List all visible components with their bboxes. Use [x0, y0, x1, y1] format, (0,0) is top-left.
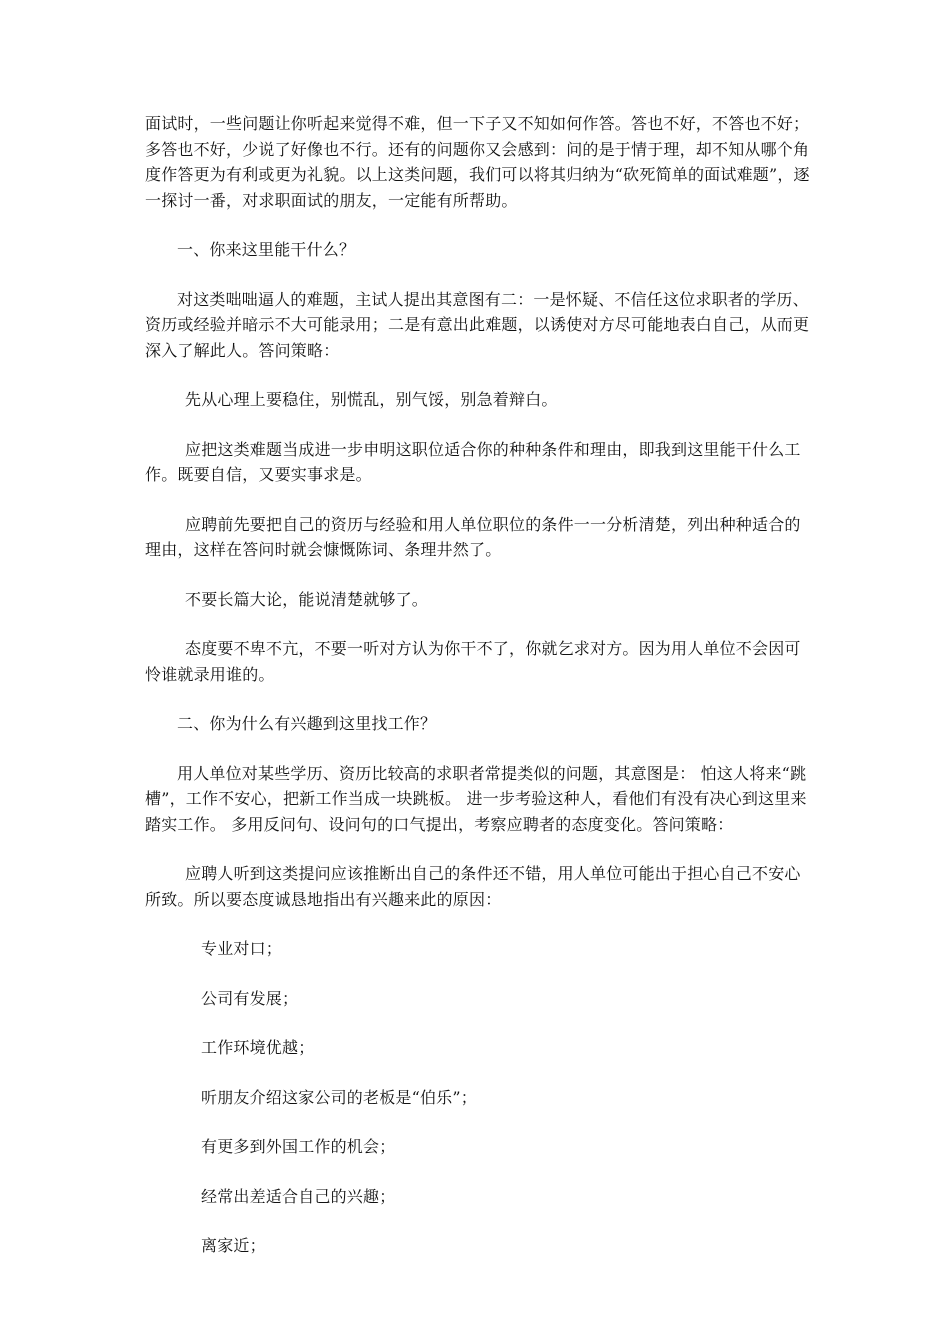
list-item: 经常出差适合自己的兴趣；: [201, 1186, 396, 1206]
section1-paragraph-3: 应把这类难题当成进一步申明这职位适合你的种种条件和理由，即我到这里能干什么工作。既要自信，又要实事求是。: [145, 439, 801, 484]
section1-paragraph-2: 先从心理上要稳住，别慌乱，别气馁，别急着辩白。: [185, 390, 558, 409]
section1-paragraph-1: 对这类咄咄逼人的难题，主试人提出其意图有二：一是怀疑、不信任这位求职者的学历、资历或经验并暗示不大可能录用；二是有意出此难题，以诱使对方尽可能地表白自己，从而更深入了解此人。答问策略：: [145, 289, 810, 360]
section1-paragraph-4: 应聘前先要把自己的资历与经验和用人单位职位的条件一一分析清楚，列出种种适合的理由，这样在答问时就会慷慨陈词、条理井然了。: [145, 514, 801, 559]
intro-paragraph: 面试时，一些问题让你听起来觉得不难，但一下子又不知如何作答。答也不好，不答也不好；多答也不好，少说了好像也不行。还有的问题你又会感到：问的是于情于理，却不知从哪个角度作答更为有利或更为礼貌。以上这类问题，我们可以将其归纳为“砍死简单的面试难题”，逐一探讨一番，对求职面试的朋友，一定能有所帮助。: [145, 114, 810, 210]
list-item: 专业对口；: [201, 939, 283, 958]
section2-paragraph-1: 用人单位对某些学历、资历比较高的求职者常提类似的问题，其意图是： 怕这人将来“跳槽”，工作不安心，把新工作当成一块跳板。 进一步考验这种人，看他们有没有决心到这里来踏实工作。 多用反问句、设问句的口气提出，考察应聘者的态度变化。答问策略：: [145, 763, 807, 834]
section1-paragraph-6: 态度要不卑不亢，不要一听对方认为你干不了，你就乞求对方。因为用人单位不会因可怜谁就录用谁的。: [145, 639, 801, 684]
section1-paragraph-5: 不要长篇大论，能说清楚就够了。: [185, 589, 429, 609]
list-item: 听朋友介绍这家公司的老板是“伯乐”；: [201, 1087, 477, 1107]
list-item: 公司有发展；: [201, 988, 299, 1008]
document-body: [145, 111, 810, 1283]
list-item: 离家近；: [201, 1236, 266, 1255]
section2-heading: 二、你为什么有兴趣到这里找工作？: [177, 714, 437, 733]
list-item: 有更多到外国工作的机会；: [201, 1137, 396, 1156]
reasons-list: [145, 936, 810, 1259]
section2-paragraph-2: 应聘人听到这类提问应该推断出自己的条件还不错，用人单位可能出于担心自己不安心所致。所以要态度诚恳地指出有兴趣来此的原因：: [145, 864, 801, 909]
section1-heading: 一、你来这里能干什么？: [177, 240, 356, 259]
list-item: 工作环境优越；: [201, 1038, 315, 1057]
